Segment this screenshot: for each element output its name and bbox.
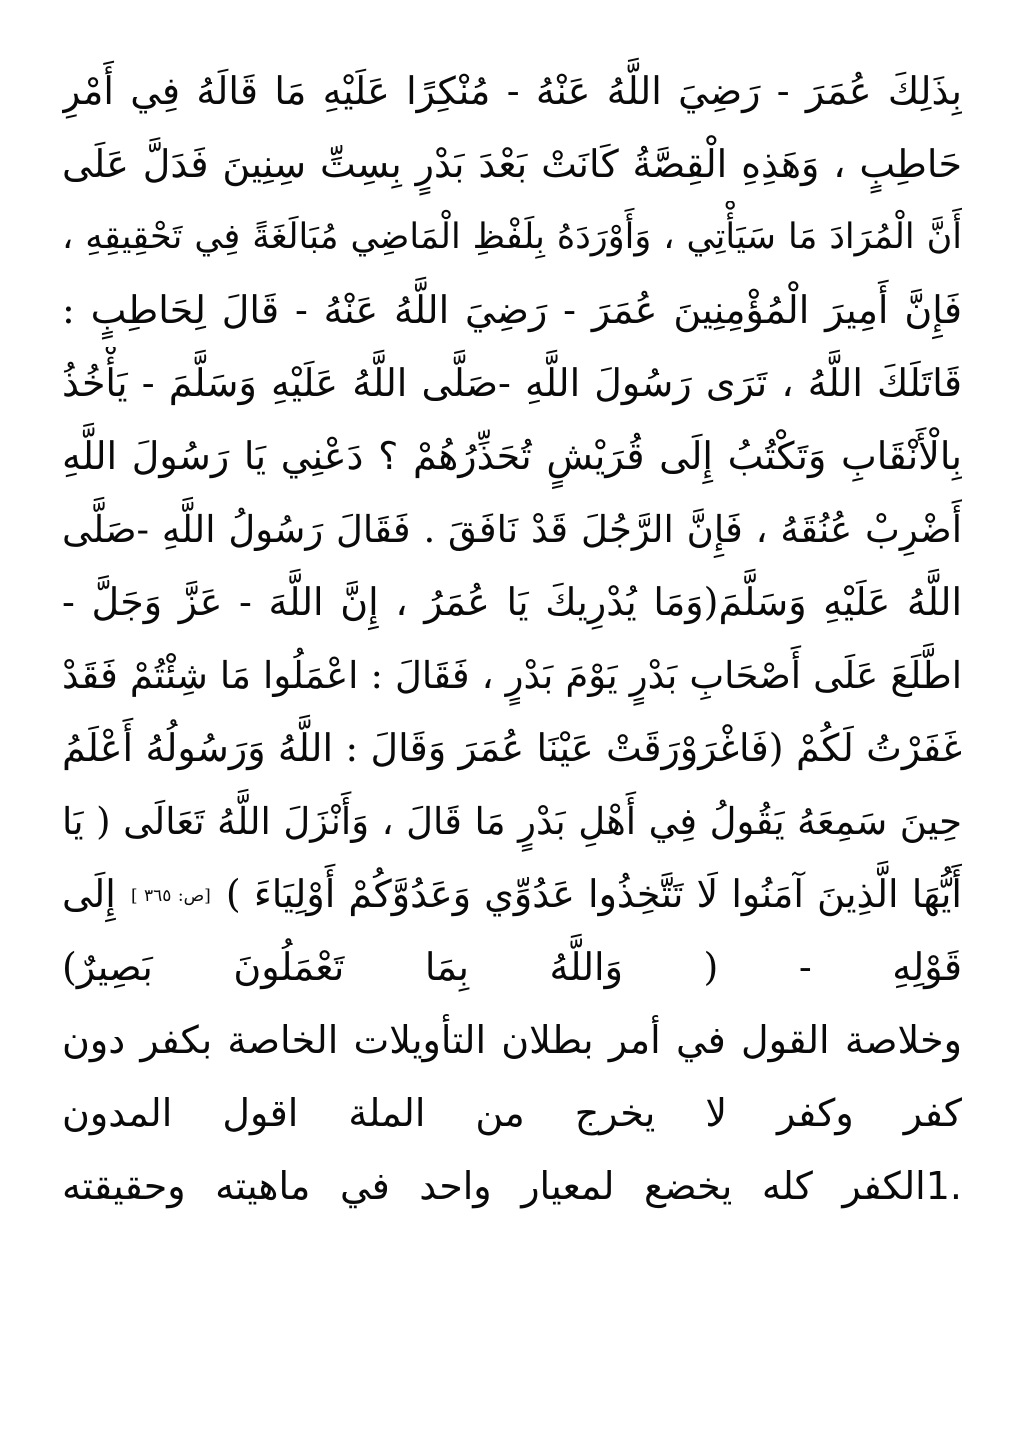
page-reference: [ص: ٣٦٥ ] (130, 886, 211, 906)
text-line-9: اطَّلَعَ عَلَى أَصْحَابِ بَدْرٍ يَوْمَ بَدْرٍ ، فَقَالَ : اعْمَلُوا مَا شِئْتُمْ فَقَدْ (62, 654, 962, 697)
text-line-4: فَإِنَّ أَمِيرَ الْمُؤْمِنِينَ عُمَرَ - رَضِيَ اللَّهُ عَنْهُ - قَالَ لِحَاطِبٍ : (62, 288, 962, 332)
text-line-16: .1الكفر كله يخضع لمعيار واحد في ماهيته وحقيقته (62, 1164, 962, 1208)
text-line-15: كفر وكفر لا يخرج من الملة اقول المدون (62, 1091, 962, 1135)
text-line-14: وخلاصة القول في أمر بطلان التأويلات الخاصة بكفر دون (62, 1018, 962, 1062)
text-line-12-verse: أَيُّهَا الَّذِينَ آمَنُوا لَا تَتَّخِذُوا عَدُوِّي وَعَدُوَّكُمْ أَوْلِيَاءَ ) (225, 872, 962, 916)
text-line-6: بِالْأَنْقَابِ وَتَكْتُبُ إِلَى قُرَيْشٍ تُحَذِّرُهُمْ ؟ دَعْنِي يَا رَسُولَ اللَّهِ (62, 434, 962, 478)
text-line-13: قَوْلِهِ - ( وَاللَّهُ بِمَا تَعْمَلُونَ بَصِيرٌ) (62, 945, 962, 989)
arabic-text-body (62, 55, 962, 1223)
text-line-1: بِذَلِكَ عُمَرَ - رَضِيَ اللَّهُ عَنْهُ - مُنْكِرًا عَلَيْهِ مَا قَالَهُ فِي أَمْرِ (62, 69, 962, 113)
text-line-8: اللَّهُ عَلَيْهِ وَسَلَّمَ(وَمَا يُدْرِيكَ يَا عُمَرُ ، إِنَّ اللَّهَ - عَزَّ وَجَلَّ - (62, 580, 962, 624)
text-line-12-end: إِلَى (62, 872, 116, 916)
text-line-12 (62, 858, 962, 931)
text-line-2: حَاطِبٍ ، وَهَذِهِ الْقِصَّةُ كَانَتْ بَعْدَ بَدْرٍ بِسِتِّ سِنِينَ فَدَلَّ عَلَى (62, 142, 962, 186)
text-line-3: أَنَّ الْمُرَادَ مَا سَيَأْتِي ، وَأَوْرَدَهُ بِلَفْظِ الْمَاضِي مُبَالَغَةً فِي تَحْقِيقِهِ ، (62, 217, 962, 257)
text-line-11: حِينَ سَمِعَهُ يَقُولُ فِي أَهْلِ بَدْرٍ مَا قَالَ ، وَأَنْزَلَ اللَّهُ تَعَالَى ( يَا (62, 800, 962, 843)
text-line-7: أَضْرِبْ عُنُقَهُ ، فَإِنَّ الرَّجُلَ قَدْ نَافَقَ . فَقَالَ رَسُولُ اللَّهِ -صَلَّى (62, 508, 962, 551)
text-line-10: غَفَرْتُ لَكُمْ (فَاغْرَوْرَقَتْ عَيْنَا عُمَرَ وَقَالَ : اللَّهُ وَرَسُولُهُ أَعْلَمُ (62, 726, 962, 770)
text-line-5: قَاتَلَكَ اللَّهُ ، تَرَى رَسُولَ اللَّهِ -صَلَّى اللَّهُ عَلَيْهِ وَسَلَّمَ - يَأْخُذُ (62, 361, 962, 405)
